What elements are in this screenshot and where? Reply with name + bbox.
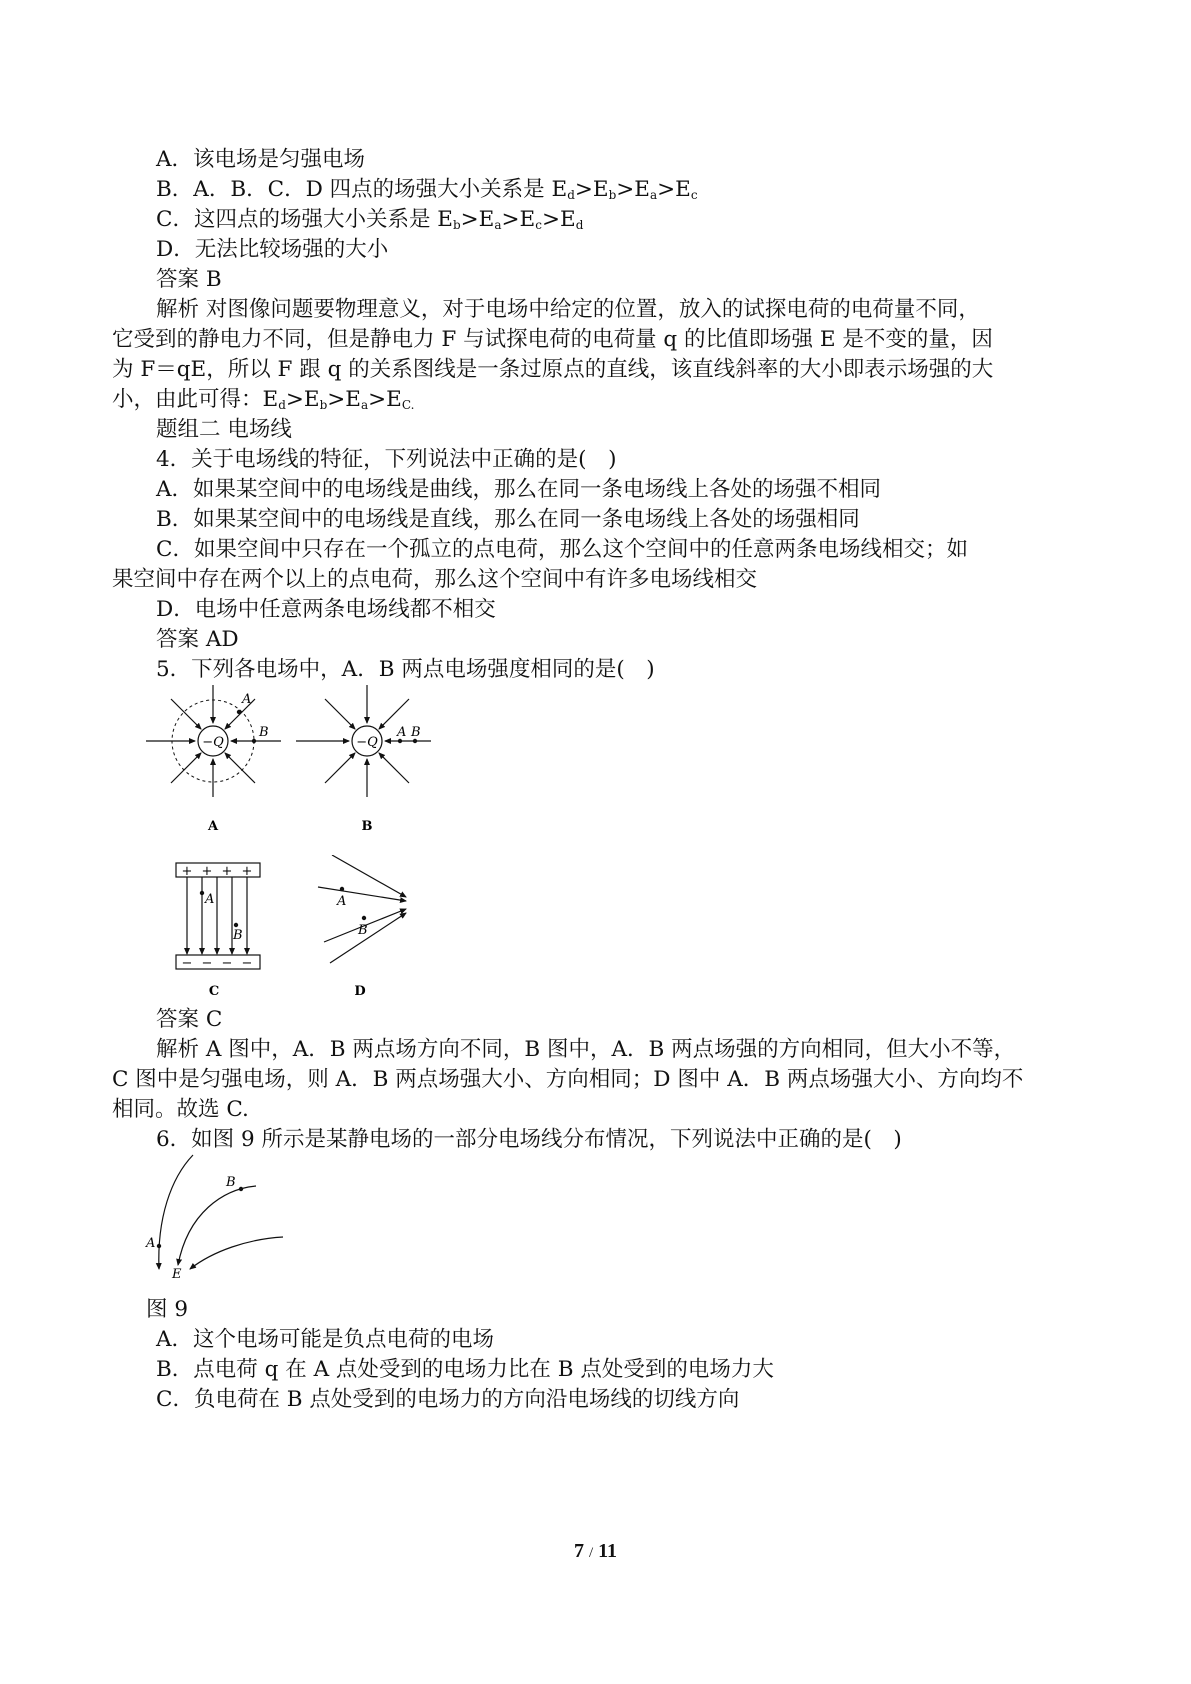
section-heading: 题组二 电场线 [156, 417, 292, 442]
q4-answer: 答案 AD [156, 627, 239, 652]
q6-figure-9 [143, 1153, 288, 1285]
q5-analysis-line-2: C 图中是匀强电场，则 A．B 两点场强大小、方向相同；D 图中 A．B 两点场强大小、方向均不 [112, 1067, 1024, 1092]
q6-stem: 6．如图 9 所示是某静电场的一部分电场线分布情况，下列说法中正确的是( ) [156, 1127, 902, 1152]
q3-analysis-line-1: 解析 对图像问题要物理意义，对于电场中给定的位置，放入的试探电荷的电荷量不同， [156, 297, 980, 322]
q5-figure-c [170, 855, 270, 1005]
point-a-label: A [205, 892, 215, 907]
minus-sign: − [221, 956, 233, 971]
point-a-label: A [337, 894, 347, 909]
charge-label: −Q [356, 735, 378, 750]
plus-sign: + [221, 864, 233, 879]
q4-option-d: D．电场中任意两条电场线都不相交 [156, 597, 496, 622]
q5-answer: 答案 C [156, 1007, 223, 1032]
q3-analysis-line-2: 它受到的静电力不同，但是静电力 F 与试探电荷的电荷量 q 的比值即场强 E 是不变的量，因 [112, 327, 993, 352]
q3-analysis-line-3: 为 F＝qE，所以 F 跟 q 的关系图线是一条过原点的直线，该直线斜率的大小即表示场强的大 [112, 357, 994, 382]
point-b-label: B [358, 923, 368, 938]
point-b-label: B [233, 928, 243, 943]
page-number: 7 / 11 [573, 1540, 618, 1562]
q4-stem: 4．关于电场线的特征，下列说法中正确的是( ) [156, 447, 617, 472]
point-b-label: B [226, 1175, 236, 1190]
plus-sign: + [241, 864, 253, 879]
minus-sign: − [201, 956, 213, 971]
q5-analysis-line-3: 相同。故选 C. [112, 1097, 249, 1122]
point-b-label: B [259, 725, 269, 740]
q6-option-c: C．负电荷在 B 点处受到的电场力的方向沿电场线的切线方向 [156, 1387, 740, 1412]
q4-option-b: B．如果某空间中的电场线是直线，那么在同一条电场线上各处的场强相同 [156, 507, 860, 532]
q6-option-a: A．这个电场可能是负点电荷的电场 [156, 1327, 495, 1352]
plus-sign: + [181, 864, 193, 879]
charge-label: −Q [202, 735, 224, 750]
plus-sign: + [201, 864, 213, 879]
q5-stem: 5．下列各电场中，A．B 两点电场强度相同的是( ) [156, 657, 655, 682]
q4-option-a: A．如果某空间中的电场线是曲线，那么在同一条电场线上各处的场强不相同 [156, 477, 882, 502]
q3-option-d: D．无法比较场强的大小 [156, 237, 389, 262]
figure-label-a: A [207, 819, 219, 834]
q5-figure-a [146, 685, 296, 840]
q3-option-c: C．这四点的场强大小关系是 $E_b>E_a>E_c>E_d$ [156, 207, 584, 232]
figure-caption: 图 9 [146, 1297, 189, 1322]
point-b-label: B [411, 725, 421, 740]
minus-sign: − [241, 956, 253, 971]
figure-label-b: B [361, 819, 373, 834]
q3-answer: 答案 B [156, 267, 222, 292]
field-e-label: E [172, 1267, 182, 1282]
q5-figure-b [296, 685, 446, 840]
minus-sign: − [181, 956, 193, 971]
q4-option-c-line-2: 果空间中存在两个以上的点电荷，那么这个空间中有许多电场线相交 [112, 567, 758, 592]
q3-option-a: A．该电场是匀强电场 [156, 147, 366, 172]
q5-analysis-line-1: 解析 A 图中，A．B 两点场方向不同，B 图中，A．B 两点场强的方向相同，但大小不等， [156, 1037, 1016, 1062]
figure-label-c: C [208, 984, 220, 999]
q4-option-c-line-1: C．如果空间中只存在一个孤立的点电荷，那么这个空间中的任意两条电场线相交；如 [156, 537, 968, 562]
q6-option-b: B．点电荷 q 在 A 点处受到的电场力比在 B 点处受到的电场力大 [156, 1357, 774, 1382]
q5-figure-d [310, 855, 440, 1005]
point-a-label: A [242, 692, 252, 707]
q3-option-b: B．A．B．C．D 四点的场强大小关系是 $E_d>E_b>E_a>E_c$ [156, 177, 698, 202]
point-a-label: A [146, 1236, 156, 1251]
q3-analysis-line-4: 小，由此可得：$E_d>E_b>E_a>E_{C.}$ [112, 387, 415, 412]
point-a-label: A [397, 725, 407, 740]
figure-label-d: D [354, 984, 366, 999]
